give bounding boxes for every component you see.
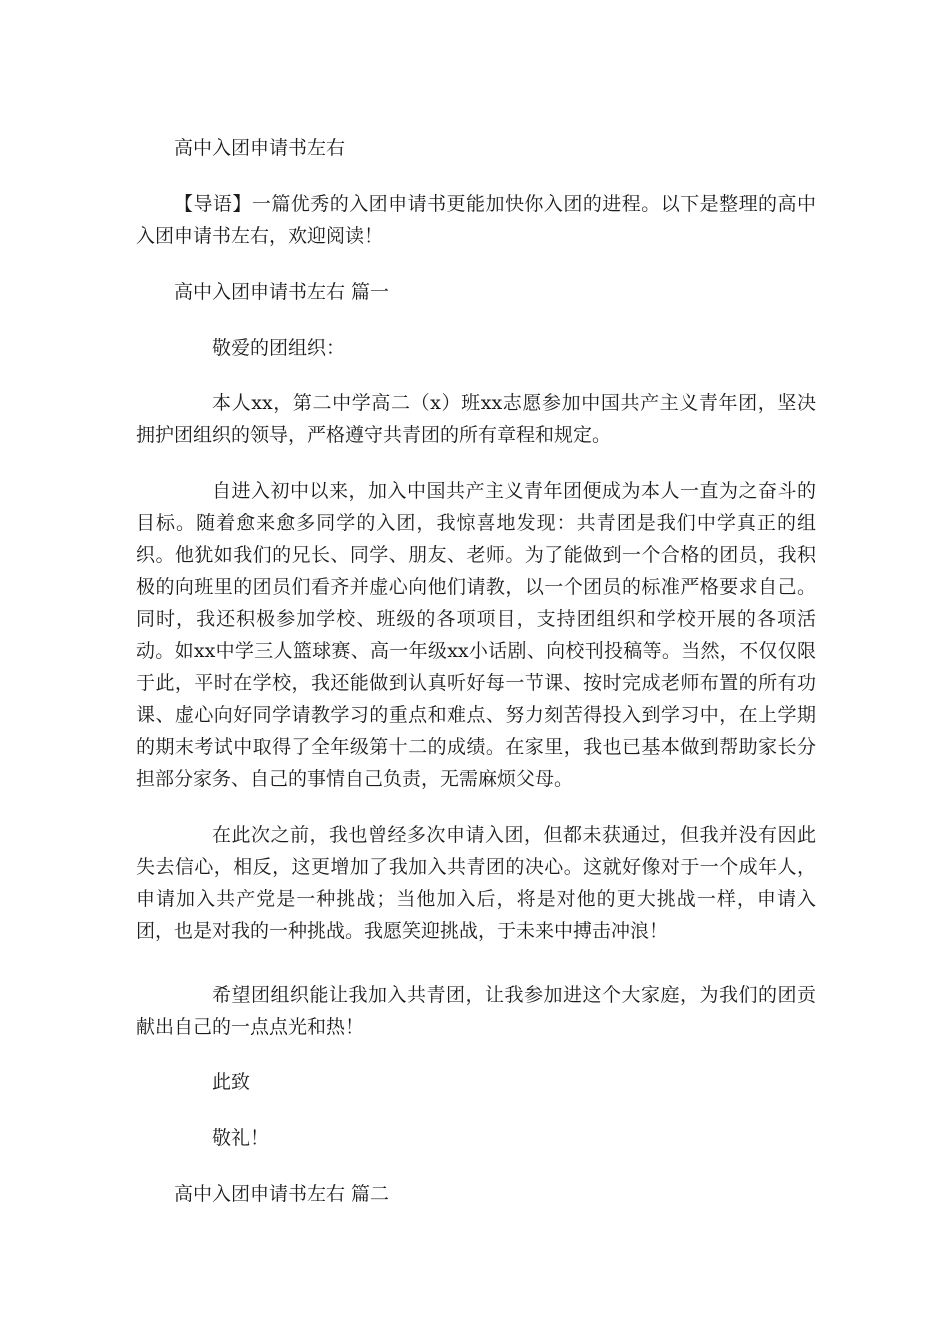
- body-paragraph-4: 希望团组织能让我加入共青团，让我参加进这个大家庭，为我们的团贡献出自己的一点点光和热！: [136, 984, 816, 1038]
- salutation: 敬爱的团组织：: [212, 337, 346, 359]
- body-paragraph-3: 在此次之前，我也曾经多次申请入团，但都未获通过，但我并没有因此失去信心，相反，这更增加了我加入共青团的决心。这就好像对于一个成年人，申请加入共产党是一种挑战；当他加入后，将是对他的更大挑战一样，申请入团，也是对我的一种挑战。我愿笑迎挑战，于未来中搏击冲浪！: [136, 824, 816, 942]
- document-title: 高中入团申请书左右: [174, 137, 346, 159]
- lead-paragraph: 【导语】一篇优秀的入团申请书更能加快你入团的进程。以下是整理的高中入团申请书左右，欢迎阅读！: [136, 193, 816, 247]
- section-heading-1: 高中入团申请书左右 篇一: [174, 281, 390, 303]
- section-heading-2: 高中入团申请书左右 篇二: [174, 1183, 390, 1205]
- closing-line-1: 此致: [212, 1071, 251, 1093]
- body-paragraph-1: 本人xx，第二中学高二（x）班xx志愿参加中国共产主义青年团，坚决拥护团组织的领导，严格遵守共青团的所有章程和规定。: [136, 392, 816, 446]
- body-paragraph-2: 自进入初中以来，加入中国共产主义青年团便成为本人一直为之奋斗的目标。随着愈来愈多同学的入团，我惊喜地发现：共青团是我们中学真正的组织。他犹如我们的兄长、同学、朋友、老师。为了能做到一个合格的团员，我积极的向班里的团员们看齐并虚心向他们请教，以一个团员的标准严格要求自己。同时，我还积极参加学校、班级的各项项目，支持团组织和学校开展的各项活动。如xx中学三人篮球赛、高一年级xx小话剧、向校刊投稿等。当然，不仅仅限于此，平时在学校，我还能做到认真听好每一节课、按时完成老师布置的所有功课、虚心向好同学请教学习的重点和难点、努力刻苦得投入到学习中，在上学期的期末考试中取得了全年级第十二的成绩。在家里，我也已基本做到帮助家长分担部分家务、自己的事情自己负责，无需麻烦父母。: [136, 480, 816, 790]
- closing-line-2: 敬礼！: [212, 1127, 270, 1149]
